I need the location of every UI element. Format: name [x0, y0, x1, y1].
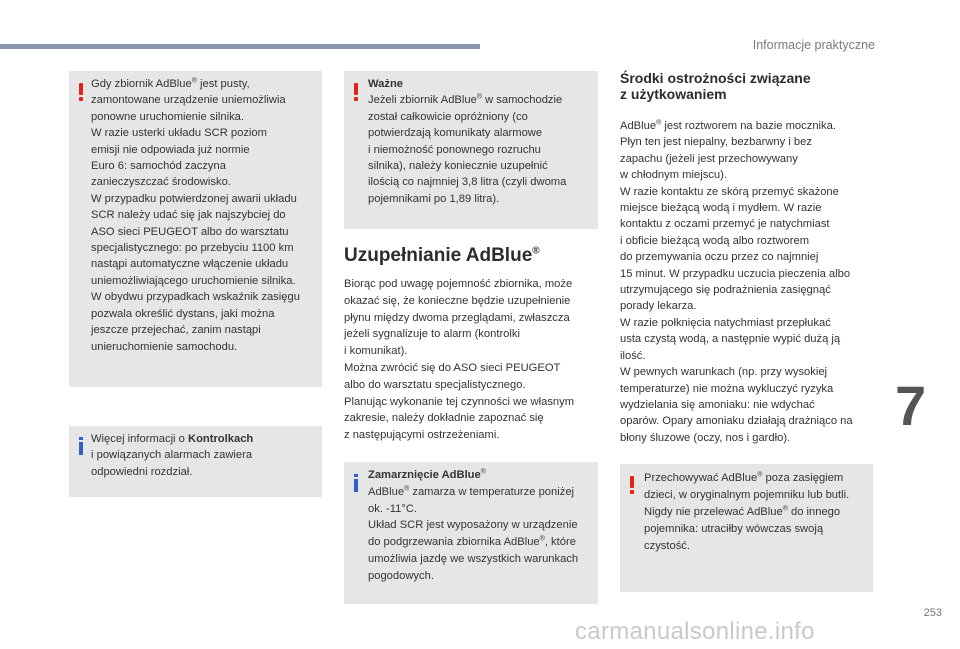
info-icon	[78, 437, 84, 455]
precautions-body: AdBlue® jest roztworem na bazie mocznika. Płyn ten jest niepalny, bezbarwny i bez zapachu (jeżeli jest przechowywany w chłodnym miejscu). W razie kontaktu ze skórą przemyć skażone miejsce bieżącą wodą i mydłem. W razie kontaktu z oczami przemyć je natychmiast i obficie bieżącą wodą albo roztworem do przemywania oczu przez co najmniej 15 minut. W przypadku uczucia pieczenia albo utrzymującego się podrażnienia zasięgnąć porady lekarza. W razie połknięcia natychmiast przepłukać usta czystą wodą, a następnie wypić dużą ją ilość. W pewnych warunkach (np. przy wysokiej temperaturze) nie można wykluczyć ryzyka wydzielania się amoniaku: nie wdychać oparów. Opary amoniaku działają drażniąco na błony śluzowe (oczy, nos i gardło).	[620, 119, 853, 444]
warning-text-important: Ważne Jeżeli zbiornik AdBlue® w samochodzie został całkowicie opróżniony (co potwierdzają komunikaty alarmowe i niemożność ponownego rozruchu silnika), należy koniecznie uzupełnić ilością co najmniej 3,8 litra (czyli dwoma pojemnikami po 1,89 litra).	[368, 78, 567, 205]
warning-icon	[353, 83, 359, 101]
refill-body: Biorąc pod uwagę pojemność zbiornika, może okazać się, że konieczne będzie uzupełnienie płynu między dwoma przeglądami, zwłaszcza jeżeli sygnalizuje to alarm (kontrolki i komunikat). Można zwrócić się do ASO sieci PEUGEOT albo do warsztatu specjalistycznego. Planując wykonanie tej czynności we własnym zakresie, należy dokładnie zapoznać się z następującymi ostrzeżeniami.	[344, 278, 575, 442]
refill-heading: Uzupełnianie AdBlue®	[344, 245, 540, 266]
header-bar	[0, 44, 480, 49]
chapter-number: 7	[895, 374, 927, 437]
info-text-warning-lamps: Więcej informacji o Kontrolkach i powiązanych alarmach zawiera odpowiedni rozdział.	[91, 433, 254, 478]
warning-text-empty-tank: Gdy zbiornik AdBlue® jest pusty, zamontowane urządzenie uniemożliwia ponowne uruchomienie silnika. W razie usterki układu SCR poziom emisji nie odpowiada już normie Euro 6: samochód zaczyna zanieczyszczać środowisko. W przypadku potwierdzonej awarii układu SCR należy udać się jak najszybciej do ASO sieci PEUGEOT albo do warsztatu specjalistycznego: po przebyciu 1100 km nastąpi automatyczne włączenie układu uniemożliwiającego uruchomienie silnika. W obydwu przypadkach wskaźnik zasięgu pozwala określić dystans, jaki można jeszcze przejechać, zanim nastąpi unieruchomienie samochodu.	[91, 77, 300, 353]
precautions-heading: Środki ostrożności związane z użytkowaniem	[620, 70, 811, 102]
warning-icon	[629, 476, 635, 494]
info-text-freezing: Zamarznięcie AdBlue® AdBlue® zamarza w temperaturze poniżej ok. -11°C. Układ SCR jest wyposażony w urządzenie do podgrzewania zbiornika AdBlue®, które umożliwia jazdę we wszystkich warunkach pogodowych.	[368, 468, 579, 582]
warning-text-storage: Przechowywać AdBlue® poza zasięgiem dzieci, w oryginalnym pojemniku lub butli. Nigdy nie przelewać AdBlue® do innego pojemnika: utraciłby wówczas swoją czystość.	[644, 471, 850, 552]
info-icon	[353, 474, 359, 492]
section-title: Informacje praktyczne	[752, 38, 875, 52]
watermark: carmanualsonline.info	[575, 618, 815, 645]
warning-icon	[78, 83, 84, 101]
page-number: 253	[923, 607, 942, 619]
